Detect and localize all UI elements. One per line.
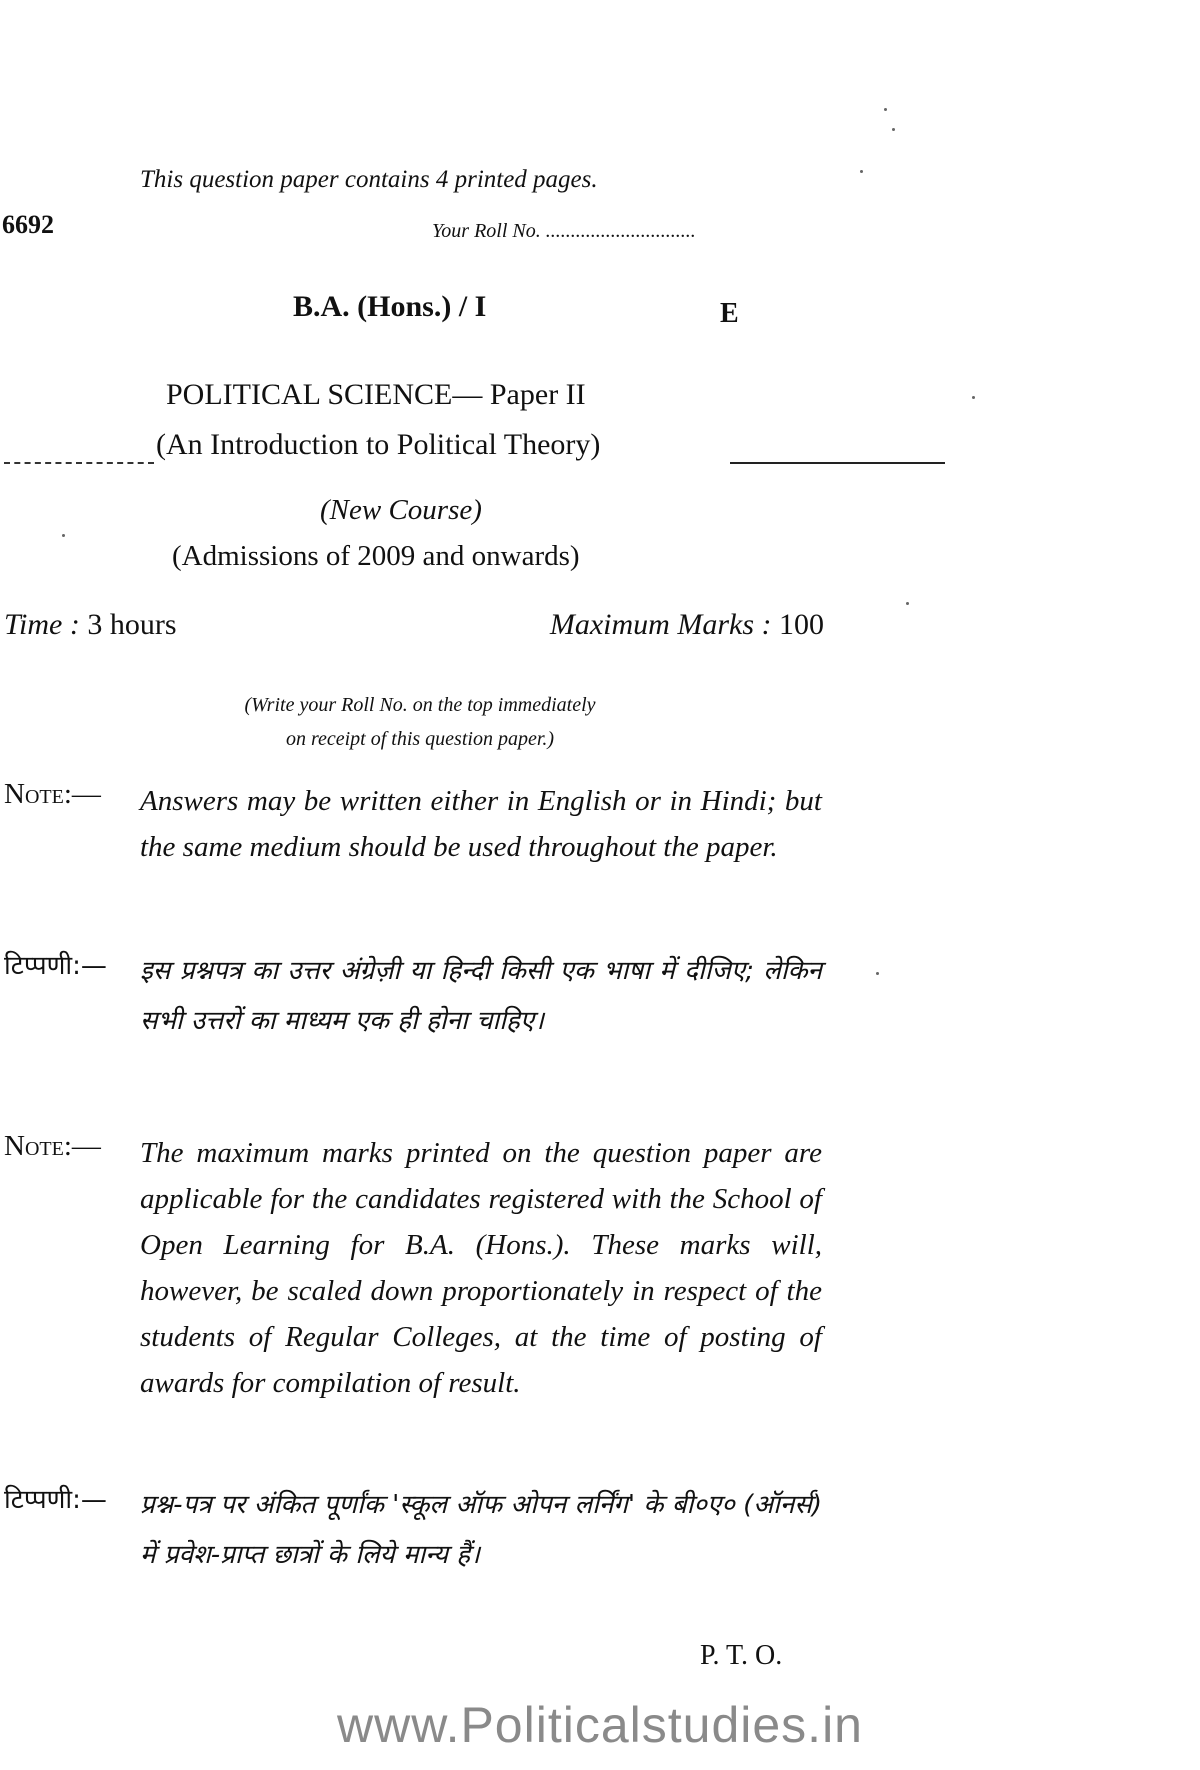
- scan-speck: [860, 170, 863, 173]
- roll-no-instruction: [190, 688, 650, 756]
- scan-speck: [876, 972, 879, 975]
- time-label: Time :: [4, 608, 80, 641]
- max-marks: [550, 608, 824, 642]
- pages-note: This question paper contains 4 printed pages.: [140, 166, 598, 193]
- note-text: The maximum marks printed on the question paper are applicable for the candidates registered with the School of Open Learning for B.A. (Hons.). These marks will, however, be scaled down proportionately in respect of the students of Regular Colleges, at the time of posting of awards for compilation of result.: [140, 1137, 822, 1399]
- marks-value: 100: [779, 608, 824, 641]
- website-watermark: www.Politicalstudies.in: [337, 1697, 863, 1753]
- roll-number-field: Your Roll No. ..............................: [432, 220, 696, 242]
- hindi-note-language: [4, 946, 822, 1046]
- hindi-note-label: टिप्पणी:—: [4, 951, 107, 981]
- scan-speck: [972, 396, 975, 399]
- paper-title: (An Introduction to Political Theory): [156, 428, 601, 461]
- paper-title-row: [0, 424, 950, 474]
- please-turn-over: P. T. O.: [700, 1640, 783, 1671]
- scan-speck: [62, 534, 65, 537]
- subject-title: POLITICAL SCIENCE— Paper II: [166, 378, 586, 411]
- time-value: 3 hours: [87, 608, 177, 641]
- note-label: Note:—: [4, 1130, 101, 1162]
- marks-label: Maximum Marks :: [549, 608, 772, 641]
- admissions-note: (Admissions of 2009 and onwards): [172, 540, 580, 572]
- exam-info-row: [4, 608, 824, 642]
- hindi-note-marks: [4, 1480, 822, 1580]
- note-marks-scaling: [4, 1130, 822, 1406]
- scan-speck: [906, 602, 909, 605]
- hindi-note-text: इस प्रश्नपत्र का उत्तर अंग्रेज़ी या हिन्दी किसी एक भाषा में दीजिए; लेकिन सभी उत्तरों का माध्यम एक ही होना चाहिए।: [140, 956, 822, 1036]
- paper-code: 6692: [2, 210, 54, 239]
- right-rule: [730, 462, 945, 464]
- note-label: Note:—: [4, 778, 101, 810]
- note-text: Answers may be written either in English or in Hindi; but the same medium should be used throughout the paper.: [140, 785, 822, 863]
- hindi-note-label: टिप्पणी:—: [4, 1485, 107, 1515]
- note-language: [4, 778, 822, 870]
- scan-speck: [892, 128, 895, 131]
- instruction-line-1: (Write your Roll No. on the top immediately: [244, 694, 596, 716]
- course-title: B.A. (Hons.) / I: [293, 290, 487, 323]
- instruction-line-2: on receipt of this question paper.): [285, 728, 555, 750]
- hindi-note-text: प्रश्न-पत्र पर अंकित पूर्णांक 'स्कूल ऑफ ओपन लर्निंग' के बी०ए० (ऑनर्स) में प्रवेश-प्राप्त छात्रों के लिये मान्य हैं।: [140, 1490, 822, 1570]
- scan-speck: [884, 108, 887, 111]
- left-rule: [4, 462, 154, 464]
- course-type: (New Course): [320, 494, 482, 526]
- set-letter: E: [720, 298, 739, 329]
